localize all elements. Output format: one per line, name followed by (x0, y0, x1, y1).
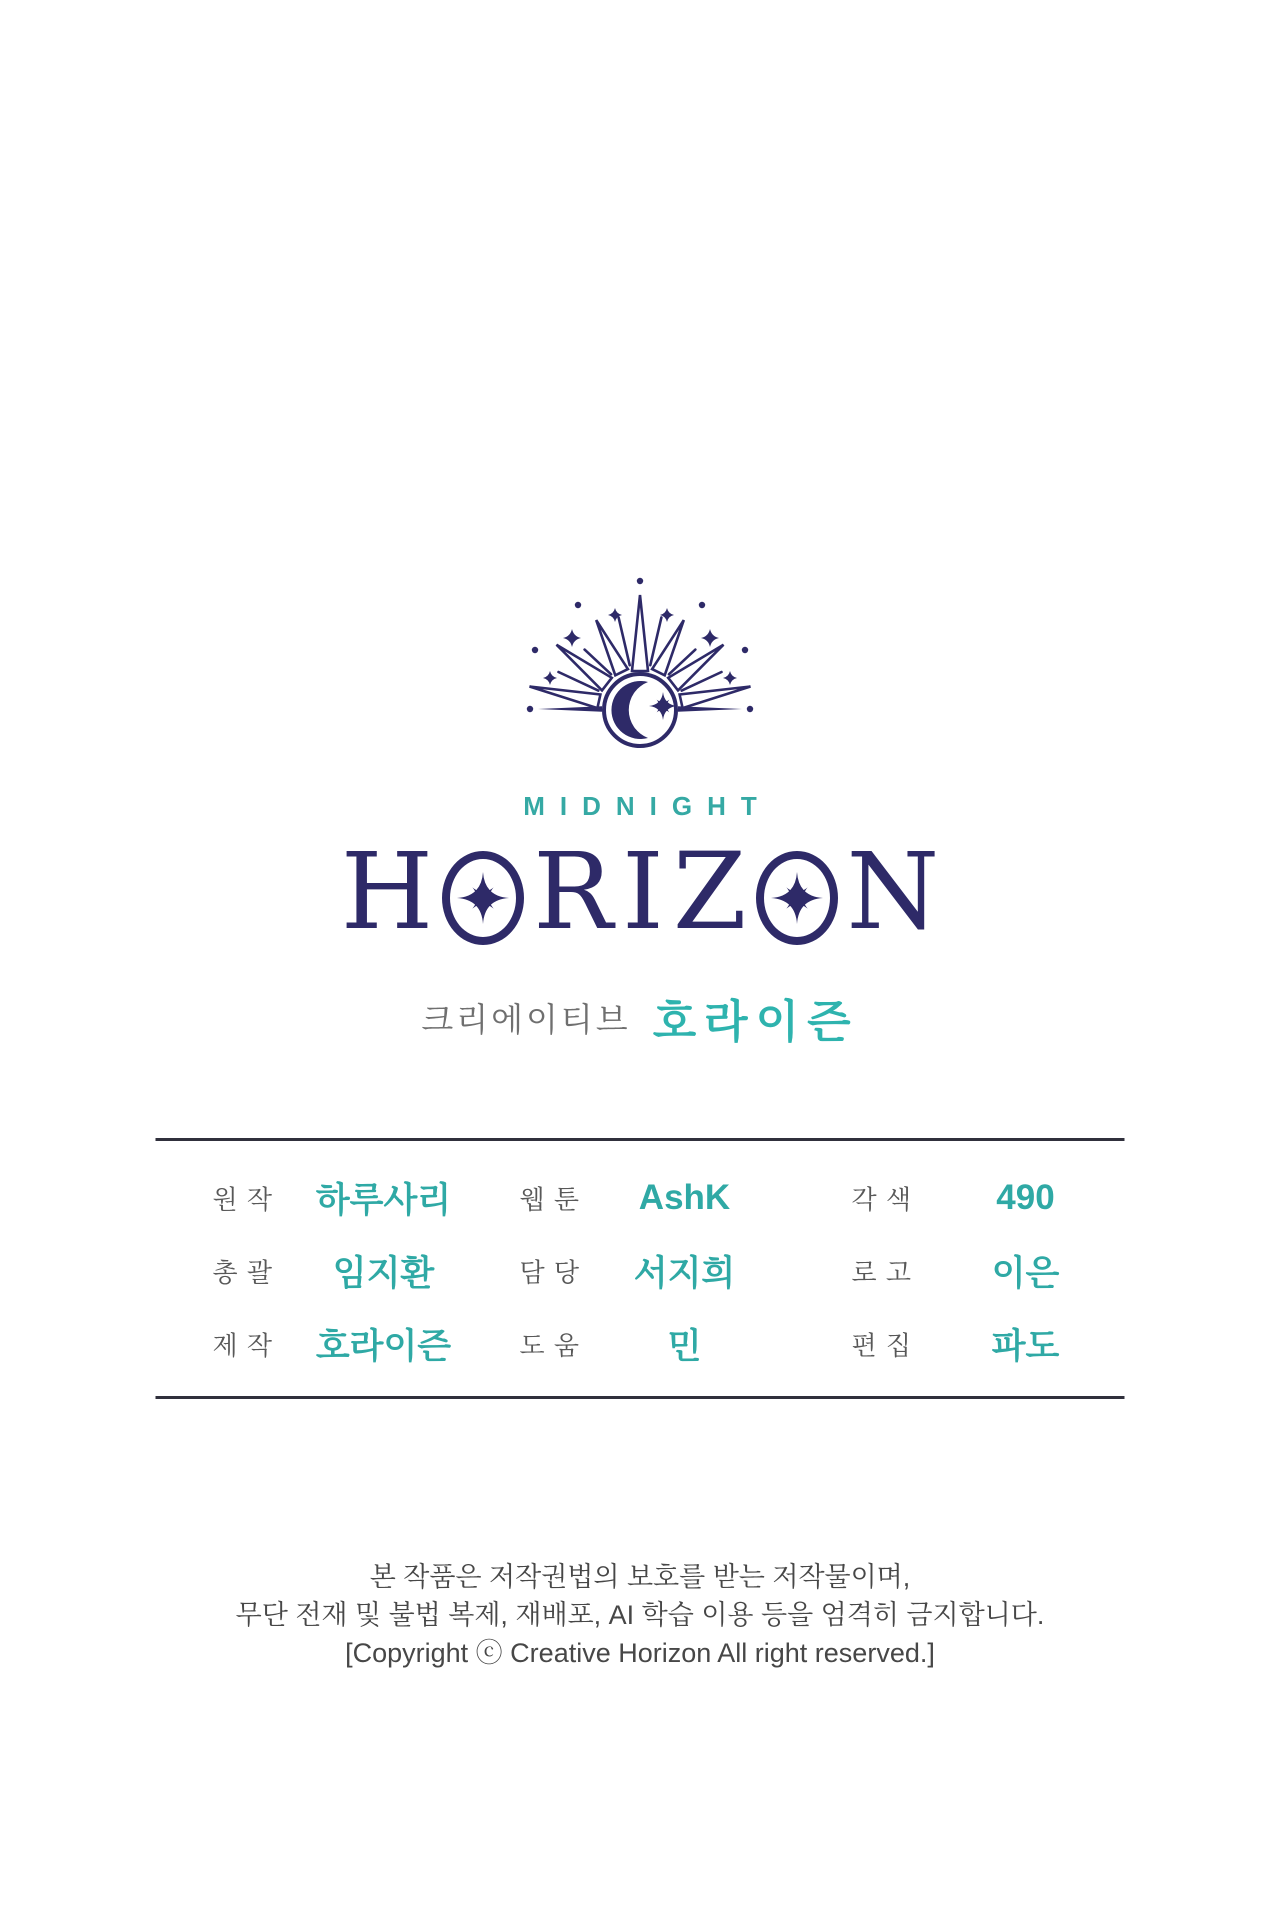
credit-label: 로 고 (851, 1257, 912, 1287)
credit-value: AshK (638, 1177, 731, 1217)
copyright-line: 무단 전재 및 불법 복제, 재배포, AI 학습 이용 등을 엄격히 금지합니다. (235, 1600, 1045, 1630)
horizon-letter: H (340, 830, 434, 953)
credit-value: 서지희 (633, 1253, 736, 1293)
credit-label: 담 당 (519, 1257, 580, 1287)
horizon-letter: I (621, 830, 664, 953)
credit-value: 이은 (991, 1253, 1060, 1293)
credit-label: 도 움 (519, 1330, 580, 1360)
sunburst-moon-icon (520, 568, 760, 750)
copyright-notice (0, 1558, 1280, 1672)
credit-value: 하루사리 (315, 1180, 452, 1220)
horizon-letter: Z (672, 830, 747, 953)
credit-label: 제 작 (212, 1330, 273, 1360)
credit-value: 490 (996, 1177, 1055, 1217)
credit-label: 편 집 (851, 1330, 912, 1360)
credit-label: 각 색 (851, 1184, 912, 1214)
credit-value: 파도 (991, 1326, 1060, 1366)
horizon-letter-o-star-icon (756, 851, 838, 945)
compass-star-icon (769, 870, 825, 926)
brand-midnight-text: MIDNIGHT (523, 791, 772, 821)
credit-value: 임지환 (332, 1253, 435, 1293)
credit-label: 원 작 (212, 1184, 273, 1214)
credit-label: 웹 툰 (519, 1184, 580, 1214)
copyright-line: 본 작품은 저작권법의 보호를 받는 저작물이며, (369, 1562, 911, 1592)
copyright-line: [Copyright ⓒ Creative Horizon All right reserved.] (345, 1638, 935, 1668)
sunburst-moon-logo (520, 568, 760, 750)
credit-value: 호라이즌 (315, 1326, 452, 1366)
studio-subtitle-name: 호라이즌 (652, 996, 859, 1047)
credits-table (156, 1138, 1125, 1399)
brand-horizon-wordmark (0, 830, 1280, 953)
credits-row (156, 1307, 1125, 1380)
compass-star-icon (455, 870, 511, 926)
studio-subtitle-prefix: 크리에이티브 (421, 1001, 631, 1038)
credits-row (156, 1234, 1125, 1307)
credit-label: 총 괄 (212, 1257, 273, 1287)
horizon-letter: R (533, 830, 613, 953)
horizon-letter-o-star-icon (442, 851, 524, 945)
studio-subtitle (0, 985, 1280, 1050)
horizon-letter: N (846, 830, 940, 953)
credits-row (156, 1161, 1125, 1234)
credit-value: 민 (667, 1326, 702, 1366)
